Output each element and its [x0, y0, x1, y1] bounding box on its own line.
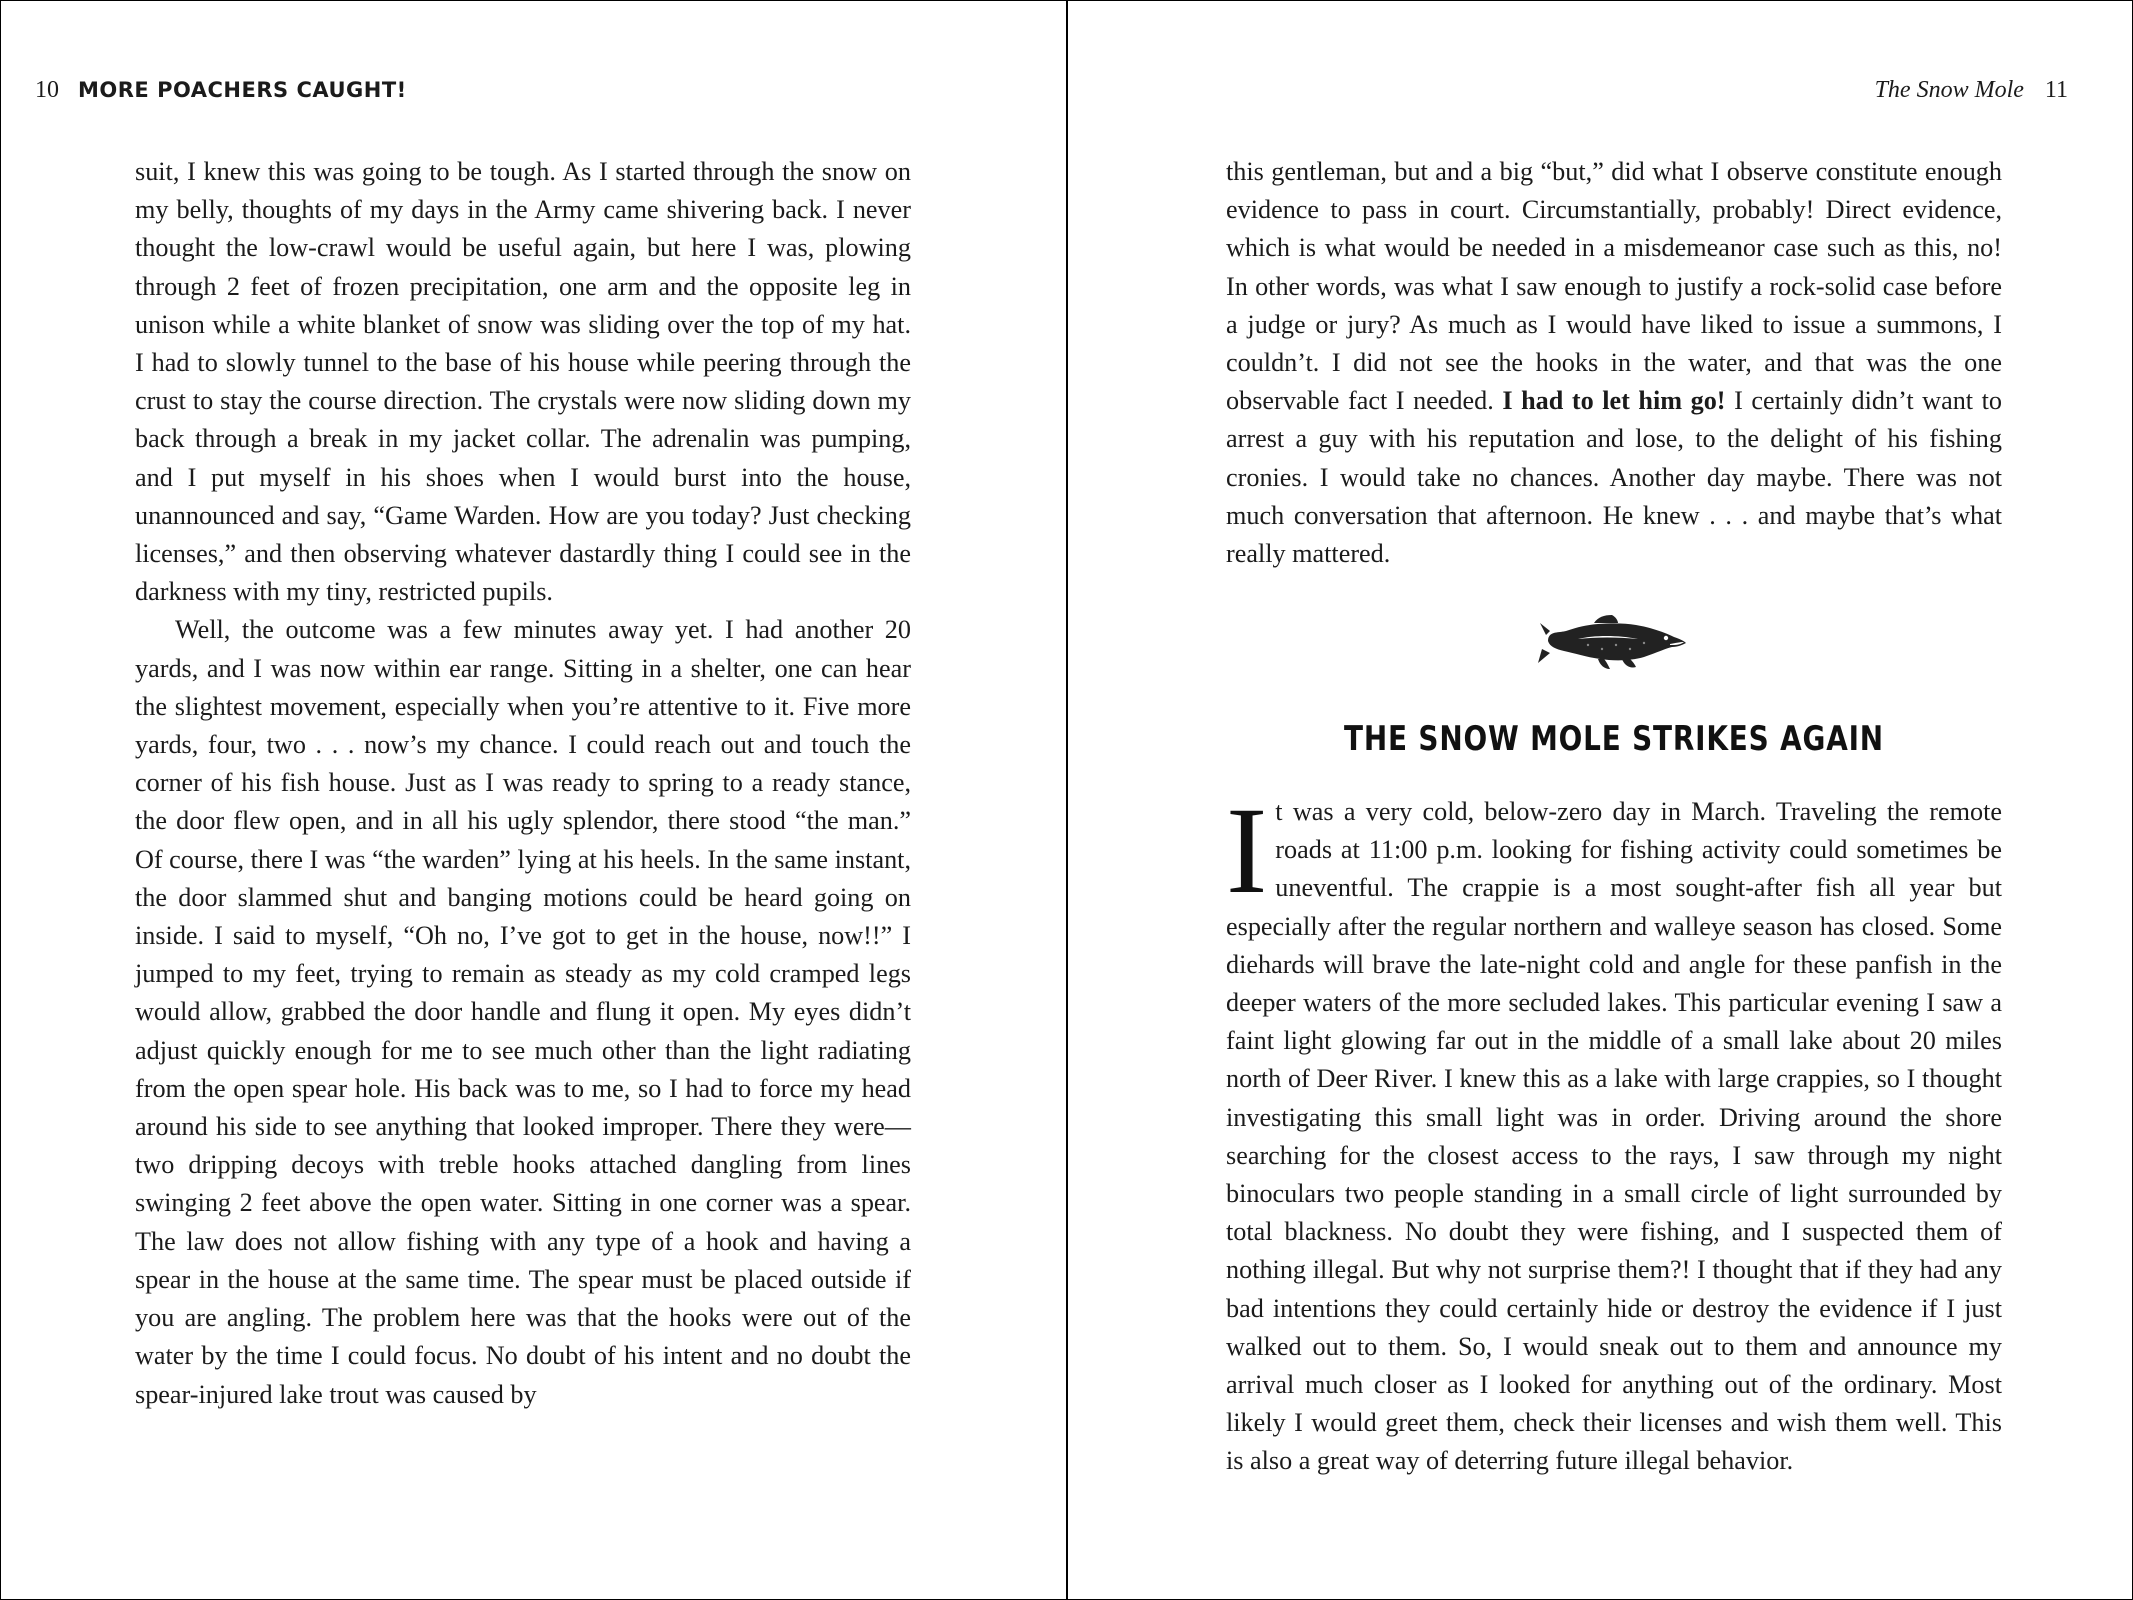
right-page-number: 11: [2044, 77, 2068, 103]
left-page: [1, 1, 1066, 1599]
drop-cap: I: [1226, 782, 1268, 919]
right-body-text: [1226, 153, 2002, 573]
chapter-title: The Snow Mole: [1874, 77, 2024, 103]
right-paragraph-1: [1226, 153, 2002, 573]
section-body-text: [1226, 782, 2002, 1481]
section-heading: THE SNOW MOLE STRIKES AGAIN: [1344, 719, 1884, 759]
paragraph-text-after-bold: I certainly didn’t want to arrest a guy with his reputation and lose, to the delight of his fishing cronies. I would take no chances. Another day maybe. There was not much conversation that afternoon. He knew . . . and maybe that’s what really mattered.: [1226, 386, 2003, 569]
bold-statement: I had to let him go!: [1502, 386, 1726, 416]
left-body-text: [135, 153, 911, 1414]
section-paragraph: [1226, 782, 2002, 1481]
left-page-number: 10: [35, 77, 59, 103]
paragraph-text-before-bold: this gentleman, but and a big “but,” did what I observe constitute enough evidence to pass in court. Circumstantially, probably! Direct evidence, which is what would be needed in a misdemeanor case such as this, no! In other words, was what I saw enough to justify a rock-solid case before a judge or jury? As much as I would have liked to issue a summons, I couldn’t. I did not see the hooks in the water, and that was the one observable fact I needed.: [1226, 157, 2002, 416]
left-paragraph-1: suit, I knew this was going to be tough. As I started through the snow on my belly, thoughts of my days in the Army came shivering back. I never thought the low-crawl would be useful again, but here I was, plowing through 2 feet of frozen precipitation, one arm and the opposite leg in unison while a white blanket of snow was sliding over the top of my hat. I had to slowly tunnel to the base of his house while peering through the crust to stay the course direction. The crystals were now sliding down my back through a break in my jacket collar. The adrenalin was pumping, and I put myself in his shoes when I would burst into the house, unannounced and say, “Game Warden. How are you today? Just checking licenses,” and then observing whatever dastardly thing I could see in the darkness with my tiny, restricted pupils.: [135, 157, 911, 607]
right-running-head: [1875, 75, 2068, 106]
section-paragraph-text: t was a very cold, below-zero day in March. Traveling the remote roads at 11:00 p.m. looking for fishing activity could sometimes be uneventful. The crappie is a most sought-after fish all year but especially after the regular northern and walleye season has closed. Some diehards will brave the late-night cold and angle for these panfish in the deeper waters of the more secluded lakes. This particular evening I saw a faint light glowing far out in the middle of a small lake about 20 miles north of Deer River. I knew this as a lake with large crappies, so I thought investigating this small light was in order. Driving around the shore searching for the closest access to the rays, I saw through my night binoculars two people standing in a small circle of light surrounded by total blackness. No doubt they were fishing, and I suspected them of nothing illegal. But why not surprise them?! I thought that if they had any bad intentions they could certainly hide or destroy the evidence if I just walked out to them. So, I would sneak out to them and announce my arrival much closer as I looked for anything out of the ordinary. Most likely I would greet them, check their licenses and wish them well. This is also a great way of deterring future illegal behavior.: [1226, 797, 2002, 1476]
right-page: [1068, 1, 2132, 1599]
book-title: MORE POACHERS CAUGHT!: [78, 78, 407, 102]
left-running-head: [35, 75, 407, 106]
fish-icon: [1538, 609, 1688, 673]
left-paragraph-2: Well, the outcome was a few minutes away yet. I had another 20 yards, and I was now within ear range. Sitting in a shelter, one can hear the slightest movement, especially when you’re attentive to it. Five more yards, four, two . . . now’s my chance. I could reach out and touch the corner of his fish house. Just as I was ready to spring to a ready stance, the door flew open, and in all his ugly splendor, there stood “the man.” Of course, there I was “the warden” lying at his heels. In the same instant, the door slammed shut and banging motions could be heard going on inside. I said to myself, “Oh no, I’ve got to get in the house, now!!” I jumped to my feet, trying to remain as steady as my cold cramped legs would allow, grabbed the door handle and flung it open. My eyes didn’t adjust quickly enough for me to see much other than the light radiating from the open spear hole. His back was to me, so I had to force my head around his side to see anything that looked improper. There they were—two dripping decoys with treble hooks attached dangling from lines swinging 2 feet above the open water. Sitting in one corner was a spear. The law does not allow fishing with any type of a hook and having a spear in the house at the same time. The spear must be placed outside if you are angling. The problem here was that the hooks were out of the water by the time I could focus. No doubt of his intent and no doubt the spear-injured lake trout was caused by: [135, 615, 911, 1409]
